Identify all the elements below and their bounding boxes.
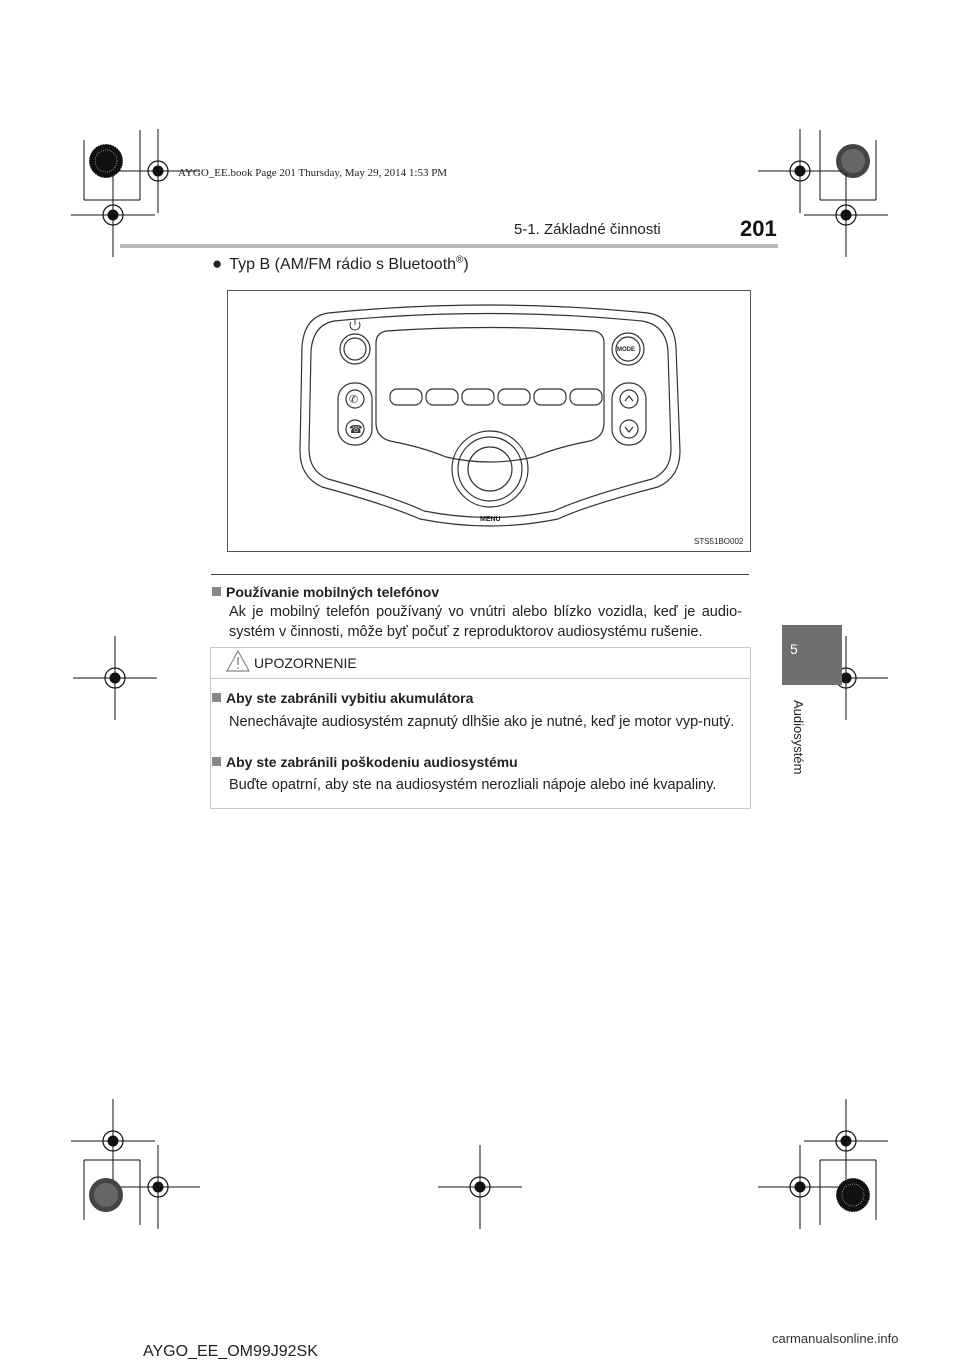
section-heading-type-b (212, 254, 469, 274)
figure-code: STS51BO002 (694, 537, 744, 546)
caution-item-text: Nenechávajte audiosystém zapnutý dlhšie ako je nutné, keď je motor vyp-nutý. (229, 714, 735, 730)
section-heading-text: Typ B (AM/FM rádio s Bluetooth (229, 256, 457, 273)
warning-triangle-icon (226, 650, 250, 672)
mobile-note-heading-text: Používanie mobilných telefónov (226, 584, 440, 600)
square-bullet-icon (212, 587, 221, 596)
caution-item-heading-text: Aby ste zabránili poškodeniu audiosystému (226, 754, 518, 770)
header-rule (120, 244, 778, 248)
radio-figure (227, 290, 751, 552)
caution-item-heading (212, 690, 473, 706)
square-bullet-icon (212, 693, 221, 702)
square-bullet-icon (212, 757, 221, 766)
bullet-icon: ● (212, 254, 223, 273)
radio-illustration (228, 291, 750, 551)
caution-title: UPOZORNENIE (254, 655, 357, 671)
book-info: AYGO_EE.book Page 201 Thursday, May 29, 2014 1:53 PM (178, 167, 448, 179)
mode-label: MODE (617, 347, 635, 353)
section-title: 5-1. Základné činnosti (514, 221, 661, 238)
svg-text:☎: ☎ (349, 423, 363, 436)
caution-item-heading-text: Aby ste zabránili vybitiu akumulátora (226, 690, 474, 706)
registered-mark: ® (456, 254, 464, 266)
caution-item-text: Buďte opatrní, aby ste na audiosystém nerozliali nápoje alebo iné kvapaliny. (229, 777, 717, 793)
caution-item-heading (212, 754, 518, 770)
mobile-note-heading (212, 584, 439, 600)
watermark: carmanualsonline.info (772, 1331, 899, 1346)
caution-divider (210, 678, 751, 679)
section-heading-close: ) (463, 256, 469, 273)
page-number: 201 (740, 216, 777, 241)
svg-text:✆: ✆ (349, 393, 359, 406)
mobile-note-text: Ak je mobilný telefón používaný vo vnútri alebo blízko vozidla, keď je audio-systém v činnosti, môže byť počuť z reproduktorov audiosystému rušenie. (229, 604, 742, 640)
chapter-tab-label: Audiosystém (791, 700, 806, 775)
menu-label: MENU (480, 516, 501, 523)
chapter-tab-number: 5 (790, 641, 798, 657)
separator-rule (211, 574, 749, 575)
footer-code: AYGO_EE_OM99J92SK (143, 1343, 318, 1360)
